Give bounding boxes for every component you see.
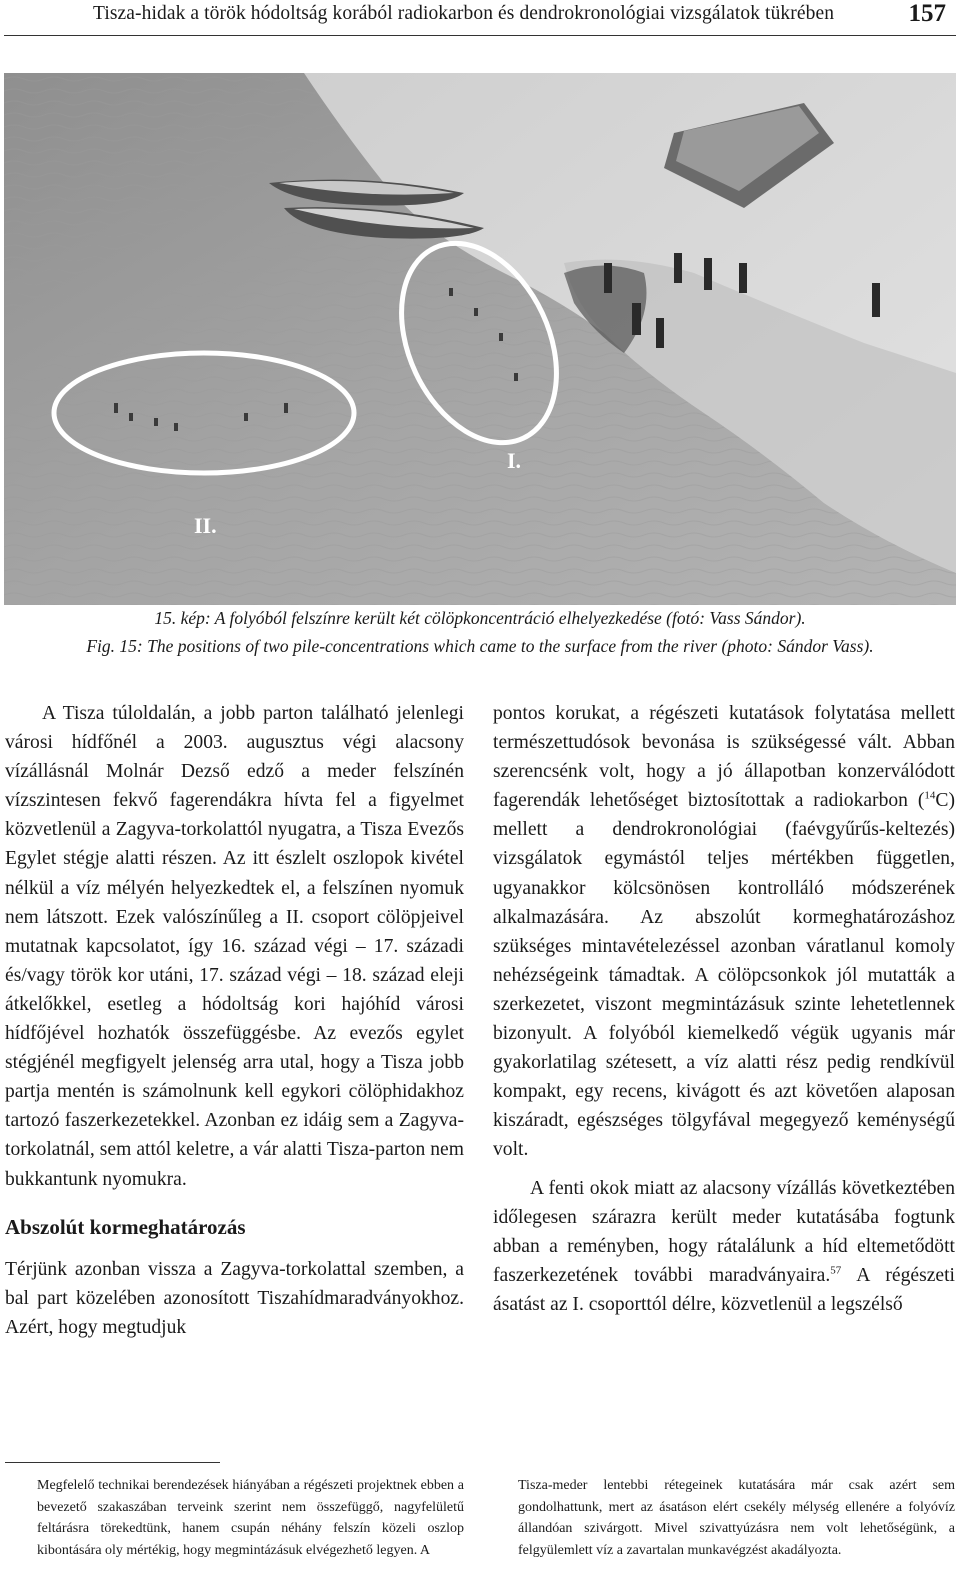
right-column (493, 699, 955, 1319)
superscript: 14 (924, 789, 936, 802)
page-number: 157 (908, 0, 946, 27)
figure-caption-hu: 15. kép: A folyóból felszínre került két cölöpkoncentráció elhelyezkedése (fotó: Vass Sándor). (154, 608, 806, 628)
header-rule (4, 35, 956, 36)
left-column (5, 699, 464, 1342)
body-paragraph: pontos korukat, a régészeti kutatások folytatása mellett természettudósok bevonása is szükségessé vált. Abban szerencsénk volt, hogy a jó állapotban konzerválódott fagerendák lehetőséget biztosítottak a radiokarbon ($^{14}$C) mellett a dendrokronológiai (faévgyűrűs-keltezés) vizsgálatok egymástól teljes mértékben független, ugyanakkor kölcsönösen kontrolláló módszerének alkalmazására. Az abszolút kormeghatározáshoz szükséges mintavételezéssel azonban váratlanul komoly nehézségeink támadtak. A cölöpcsonkok jól mutatták a szerkezetet, viszont megmintázásuk szinte lehetetlennek bizonyult. A folyóból kiemelkedő végük ugyanis már gyakorlatilag szétesett, a víz alatti rész pedig rendkívül kompakt, egy recens, kivágott és azt követően alaposan kiszáradt, egészséges tölgyfával megegyező keménységű volt. (493, 703, 955, 1161)
body-paragraph: A Tisza túloldalán, a jobb parton található jelenlegi városi hídfőnél a 2003. augusztus végi alacsony vízállásnál Molnár Dezső edző a meder felszínén vízszintesen fekvő fagerendákra hívta fel a figyelmet közvetlenül a Zagyva-torkolattól nyugatra, a Tisza Evezős Egylet stégje alatti részen. Az itt észlelt oszlopok kivétel nélkül a víz mélyén helyezkedtek el, a felszínen nyomuk nem látszott. Ezek valószínűleg a II. csoport cölöpjeivel mutatnak kapcsolatot, így 16. század végi – 17. századi és/vagy török kor utáni, 17. század végi – 18. század eleji átkelőkkel, esetleg a hódoltság kori hajóhíd városi hídfőjével hozhatók összefüggésbe. Az evezős egylet stégjénél megfigyelt jelenség arra utal, hogy a Tisza jobb partja mentén is számolnunk kell egykori cölöphidakhoz tartozó faszerkezetekkel. Azonban ez idáig sem a Zagyva-torkolatnál, sem attól keletre, a vár alatti Tisza-parton nem bukkantunk nyomukra. (5, 703, 464, 1190)
footnote-right (518, 1475, 955, 1562)
figure-caption-en: Fig. 15: The positions of two pile-concentrations which came to the surface from the river (photo: Sándor Vass). (86, 636, 874, 656)
footnote-ref: 57 (830, 1264, 842, 1277)
footnote-left (5, 1475, 464, 1562)
section-heading: Abszolút kormeghatározás (5, 1214, 246, 1239)
running-header (0, 0, 960, 36)
label-group-II: II. (194, 513, 217, 538)
footnote-rule (5, 1462, 220, 1463)
aerial-photo (4, 73, 956, 605)
footnote-text: Megfelelő technikai berendezések hiányában a régészeti projektnek ebben a bevezető szakaszában terveink szerint nem összefüggő, nagyfelületű feltárásra törekedtünk, hanem csupán néhány felszín közeli oszlop kibontására oly mértékig, hogy megmintázásuk elvégezhető legyen. A (37, 1478, 464, 1559)
body-paragraph: A fenti okok miatt az alacsony vízállás következtében időlegesen szárazra került meder kutatásába fogtunk abban a reményben, hogy rátalálunk a híd eltemetődött faszerkezetének további maradványaira.$^{57}$ A régészeti ásatást az I. csoporttól délre, közvetlenül a legszélső (493, 1177, 955, 1315)
label-group-I: I. (507, 448, 522, 473)
footnote-text: Tisza-meder lentebbi rétegeinek kutatására már csak azért sem gondolhattunk, mert az ásatáson elért csekély mélység ellenére a folyóvíz állandóan szivárgott. Mivel szivattyúzásra nem volt lehetőségünk, a felgyülemlett víz a zavartalan munkavégzést akadályozta. (518, 1478, 955, 1559)
footnote-number (5, 1475, 37, 1497)
running-title: Tisza-hidak a török hódoltság korából radiokarbon és dendrokronológiai vizsgálatok tükrében (93, 3, 835, 24)
body-paragraph: Térjünk azonban vissza a Zagyva-torkolattal szemben, a bal part közelében azonosított Tiszahídmaradványokhoz. Azért, hogy megtudjuk (5, 1258, 464, 1338)
